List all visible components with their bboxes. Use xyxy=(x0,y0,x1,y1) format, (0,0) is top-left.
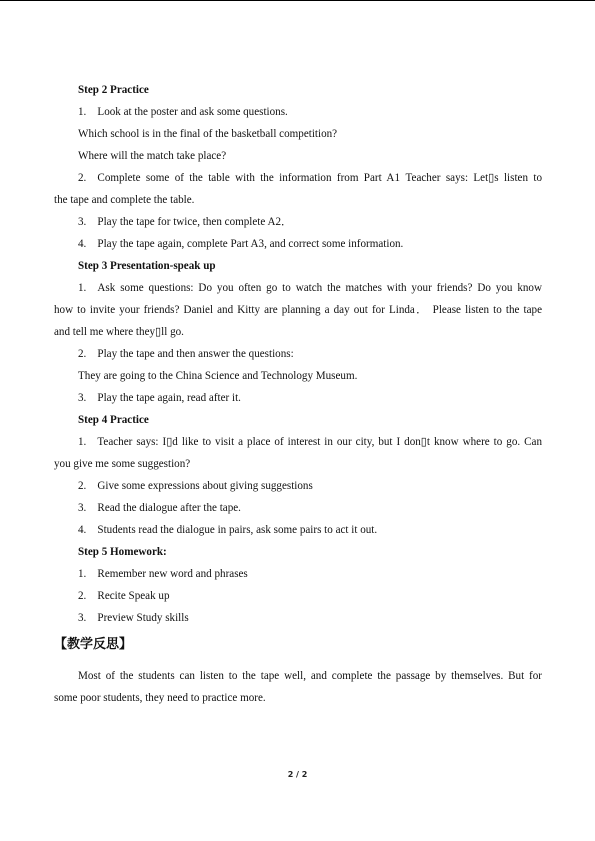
step2-item-continuation: the tape and complete the table. xyxy=(54,194,195,206)
step2-item: 3. Play the tape for twice, then complete A2． xyxy=(78,216,293,228)
step3-item-continuation: and tell me where they▯ll go. xyxy=(54,326,184,338)
page-number: 2 / 2 xyxy=(287,770,308,779)
lesson-plan-body xyxy=(54,79,542,709)
reflection-heading: 【教学反思】 xyxy=(54,637,133,652)
step4-item: 2. Give some expressions about giving suggestions xyxy=(78,480,313,492)
step4-item-continuation: you give me some suggestion? xyxy=(54,458,191,470)
step2-question: Which school is in the final of the basketball competition? xyxy=(78,128,338,140)
step3-heading: Step 3 Presentation-speak up xyxy=(78,260,216,272)
step5-item: 2. Recite Speak up xyxy=(78,590,170,602)
step2-item: 1. Look at the poster and ask some questions. xyxy=(78,106,288,118)
top-border-line xyxy=(0,0,595,1)
reflection-text-continuation: some poor students, they need to practice more. xyxy=(54,692,266,704)
step2-question: Where will the match take place? xyxy=(78,150,227,162)
step4-heading: Step 4 Practice xyxy=(78,414,149,426)
step2-item: 2. Complete some of the table with the information from Part A1 Teacher says: Let▯s listen to xyxy=(78,172,542,184)
step2-heading: Step 2 Practice xyxy=(78,84,149,96)
step3-answer: They are going to the China Science and Technology Museum. xyxy=(78,370,358,382)
step5-item: 1. Remember new word and phrases xyxy=(78,568,248,580)
step3-item-continuation: how to invite your friends? Daniel and Kitty are planning a day out for Linda． Please listen to the tape xyxy=(54,304,542,316)
step5-item: 3. Preview Study skills xyxy=(78,612,189,624)
step2-item: 4. Play the tape again, complete Part A3, and correct some information. xyxy=(78,238,404,250)
step4-item: 3. Read the dialogue after the tape. xyxy=(78,502,241,514)
step5-heading: Step 5 Homework: xyxy=(78,546,167,558)
step4-item: 4. Students read the dialogue in pairs, ask some pairs to act it out. xyxy=(78,524,378,536)
step4-item: 1. Teacher says: I▯d like to visit a place of interest in our city, but I don▯t know where to go. Can xyxy=(78,436,542,448)
step3-item: 1. Ask some questions: Do you often go to watch the matches with your friends? Do you know xyxy=(78,282,542,294)
step3-item: 3. Play the tape again, read after it. xyxy=(78,392,241,404)
step3-item: 2. Play the tape and then answer the questions: xyxy=(78,348,294,360)
reflection-text: Most of the students can listen to the tape well, and complete the passage by themselves. But for xyxy=(78,670,542,682)
